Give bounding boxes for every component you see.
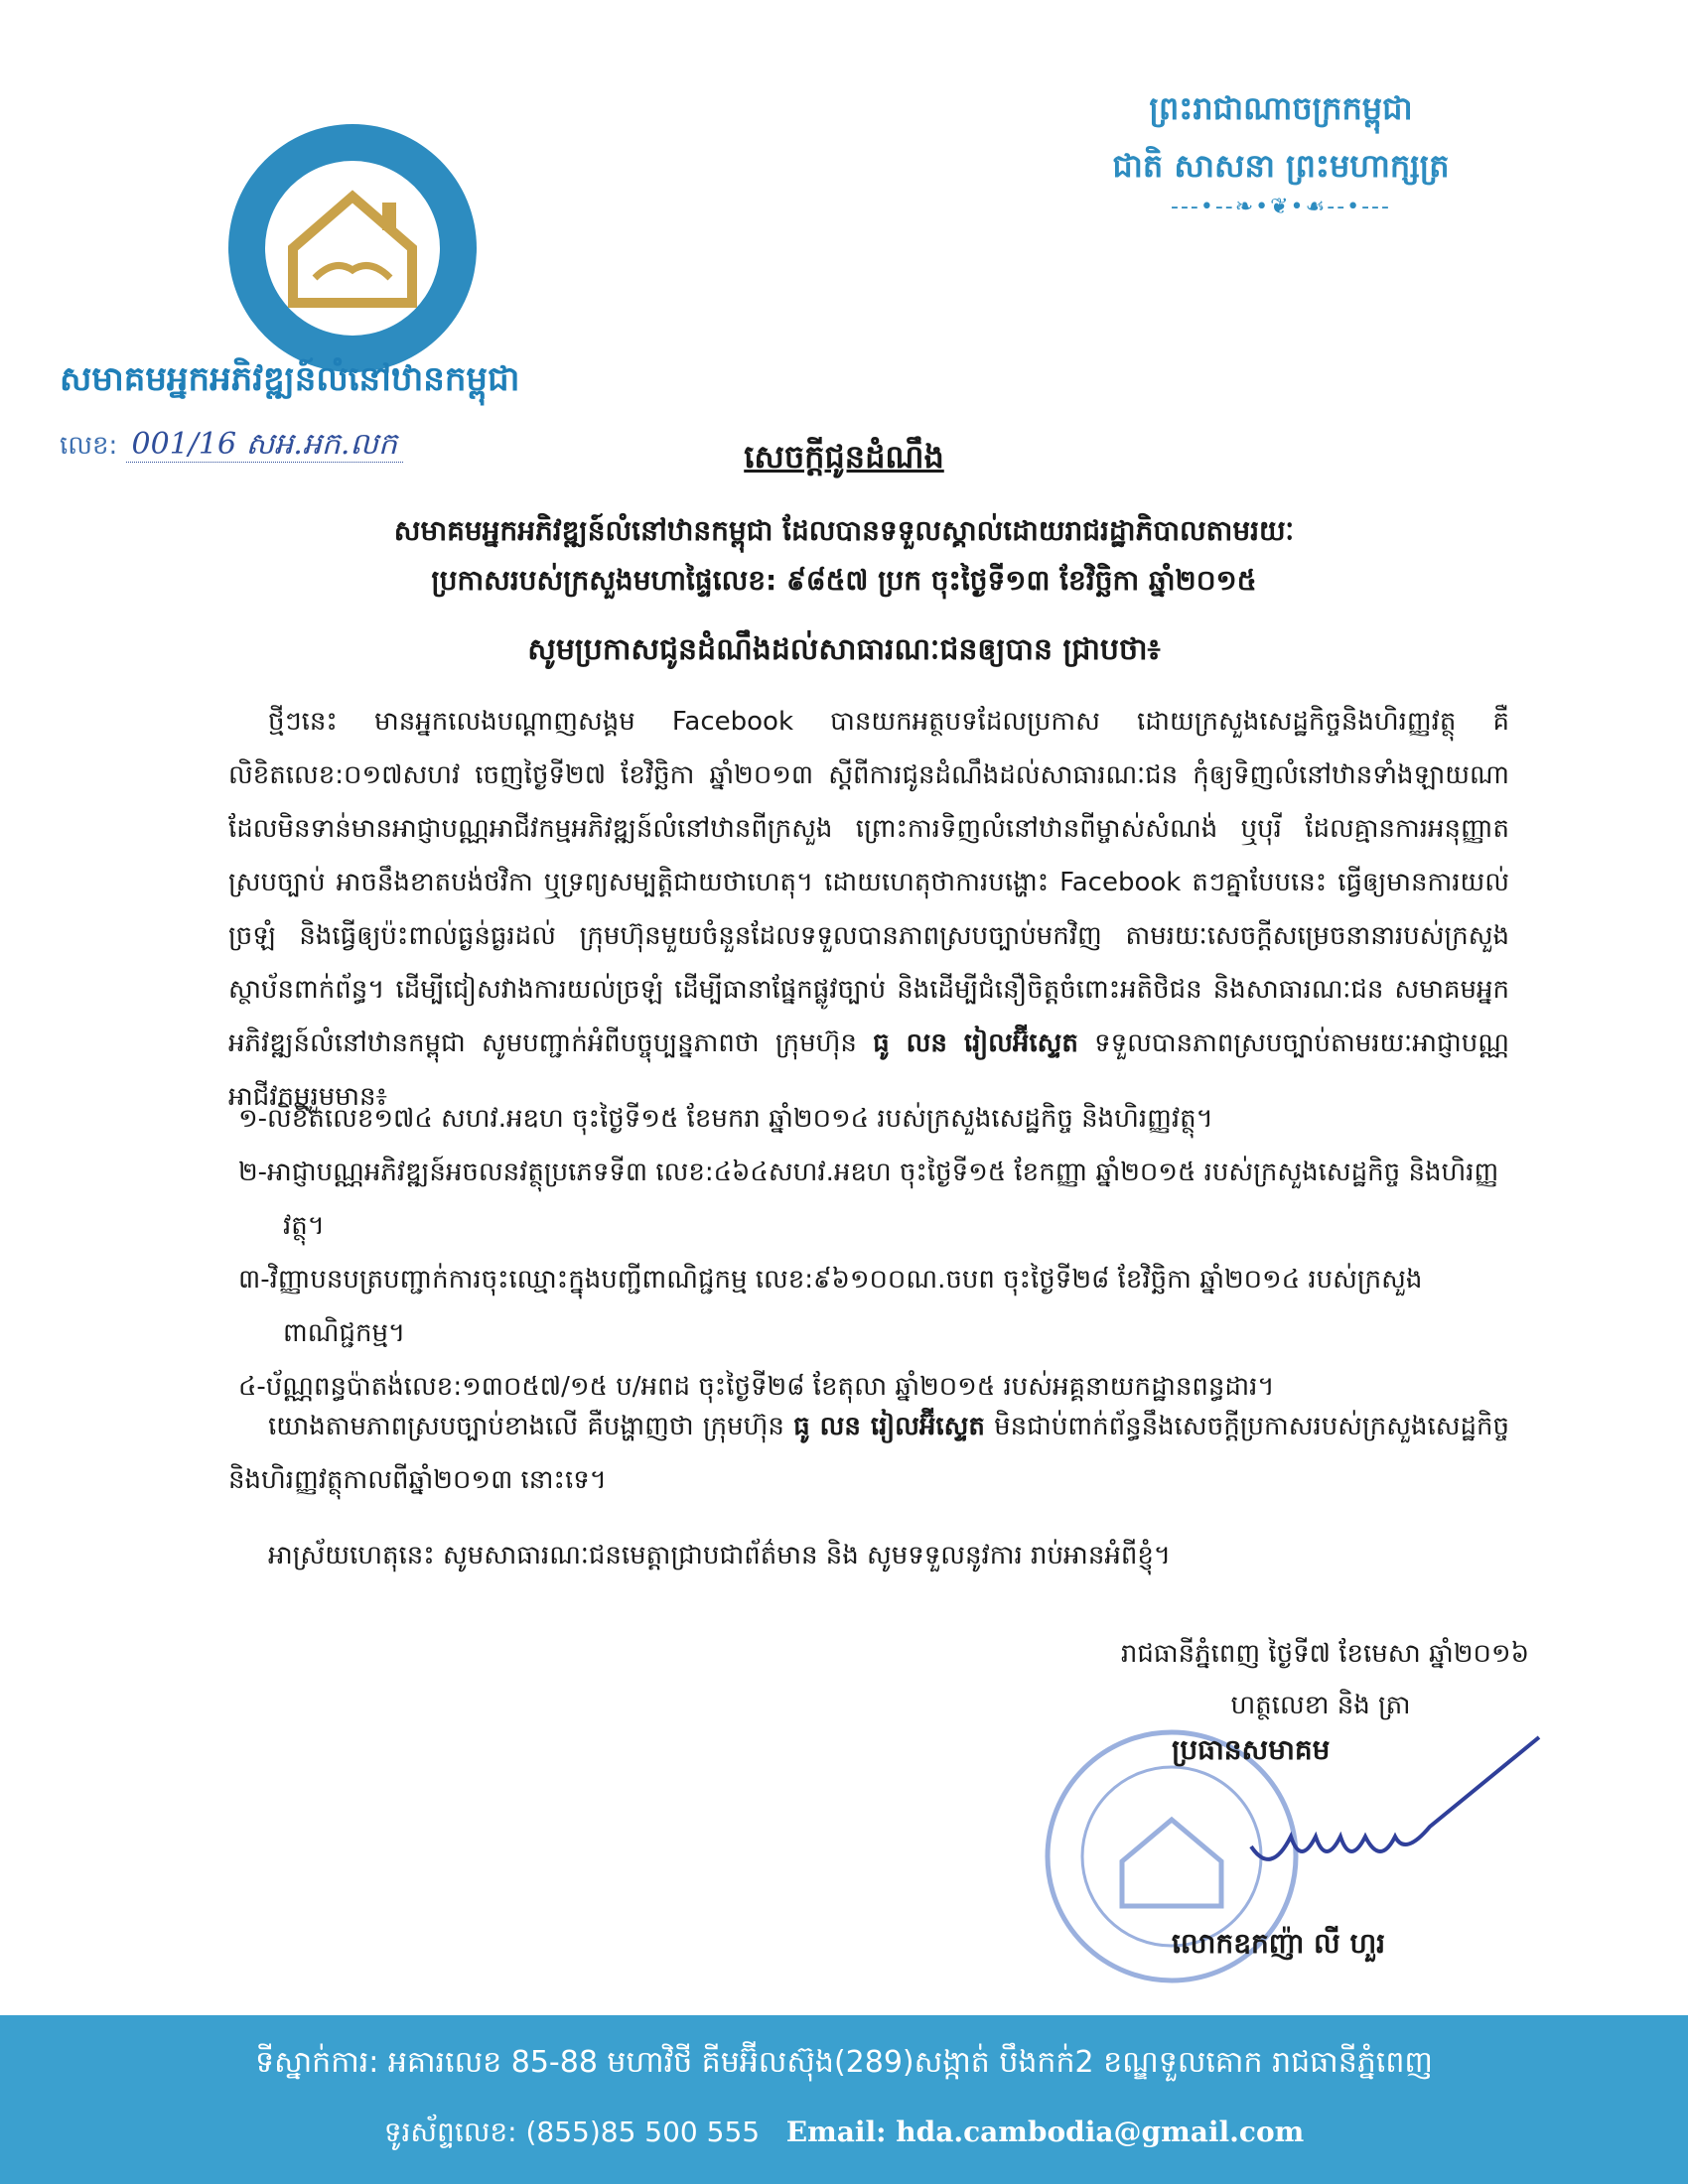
list-item: ១-លិខិតលេខ១៧៤ សហវ.អឧហ ចុះថ្ងៃទី១៥ ខែមករា ឆ្នាំ២០១៤ របស់ក្រសួងសេដ្ឋកិច្ច និងហិរញ្ញវត្ថុ។ (238, 1104, 1213, 1134)
footer-bar (0, 2015, 1688, 2184)
national-motto: ជាតិ សាសនា ព្រះមហាក្សត្រ (1112, 147, 1450, 185)
place-date (993, 1628, 1529, 1731)
kingdom-heading (1033, 79, 1529, 195)
footer-address: ទីស្នាក់ការ: អគារលេខ 85-88 មហាវិថី គីមអ៊ីលស៊ុង(289)សង្កាត់ បឹងកក់2 ខណ្ឌទួលគោក រាជធានីភ្នំពេញ (255, 2045, 1433, 2080)
position-title: ប្រធានសមាគម (1172, 1733, 1331, 1766)
list-item: ៣-វិញ្ញាបនបត្របញ្ជាក់ការចុះឈ្មោះក្នុងបញ្ជីពាណិជ្ជកម្ម លេខ:៩៦១០០ណ.ចបព ចុះថ្ងៃទី២៨ ខែវិច្ឆិកា ឆ្នាំ២០១៤ របស់ក្រសួងពាណិជ្ជកម្ម។ (238, 1265, 1423, 1348)
company-name: ធូ លន រៀលអ៊ីស្ទេត (793, 1412, 985, 1441)
footer-phone: ទូរស័ព្ទលេខ: (855)85 500 555 (383, 2116, 761, 2148)
document-subtitle (159, 506, 1529, 606)
list-item: ២-អាជ្ញាបណ្ណអភិវឌ្ឍន៍អចលនវត្ថុប្រភេទទី៣ លេខ:៤៦៤សហវ.អឧហ ចុះថ្ងៃទី១៥ ខែកញ្ញា ឆ្នាំ២០១៥ របស់ក្រសួងសេដ្ឋកិច្ច និងហិរញ្ញវត្ថុ។ (238, 1158, 1499, 1241)
signature (1231, 1727, 1549, 1906)
ref-label: លេខ: (60, 431, 118, 461)
ornament-divider: ---•--❧•❦•☙--•--- (1171, 195, 1391, 219)
paragraph-2-text: យោងតាមភាពស្របច្បាប់ខាងលើ គឺបង្ហាញថា ក្រុមហ៊ុន (268, 1412, 784, 1441)
association-logo (223, 119, 482, 377)
paragraph-2-end: មិនជាប់ពាក់ព័ន្ធនឹងសេចក្តីប្រកាសរបស់ក្រសួងសេដ្ឋកិច្ច និងហិរញ្ញវត្ថុកាលពីឆ្នាំ២០១៣ នោះទេ។ (228, 1412, 1509, 1495)
ref-value: 001/16 សអ.អក.លក (126, 427, 403, 463)
paragraph-2 (228, 1400, 1509, 1507)
paragraph-3: អាស្រ័យហេតុនេះ សូមសាធារណៈជនមេត្តាជ្រាបជាព័ត៌មាន និង សូមទទួលនូវការ រាប់អានអំពីខ្ញុំ។ (268, 1541, 1171, 1570)
document-title: សេចក្តីជូនដំណឹង (744, 438, 944, 476)
sign-label: ហត្ថលេខា និង ត្រា (1230, 1691, 1411, 1720)
company-name: ធូ លន រៀលអ៊ីស្ទេត (873, 1028, 1078, 1058)
license-list (238, 1092, 1519, 1414)
subtitle-line-1: សមាគមអ្នកអភិវឌ្ឍន៍លំនៅឋានកម្ពុជា ដែលបានទទួលស្គាល់ដោយរាជរដ្ឋាភិបាលតាមរយៈ (393, 514, 1295, 547)
organization-name: សមាគមអ្នកអភិវឌ្ឍន៍លំនៅឋានកម្ពុជា (60, 359, 520, 399)
paragraph-1-text: ថ្មីៗនេះ មានអ្នកលេងបណ្តាញសង្គម Facebook បានយកអត្ថបទដែលប្រកាស ដោយក្រសួងសេដ្ឋកិច្ចនិងហិរញ្ញវត្ថុ គឺលិខិតលេខ:០១៧សហវ ចេញថ្ងៃទី២៧ ខែវិច្ឆិកា ឆ្នាំ២០១៣ ស្តីពីការជូនដំណឹងដល់សាធារណៈជន កុំឲ្យទិញលំនៅឋានទាំងឡាយណា ដែលមិនទាន់មានអាជ្ញាបណ្ណអាជីវកម្មអភិវឌ្ឍន៍លំនៅឋានពីក្រសួង ព្រោះការទិញលំនៅឋានពីម្ចាស់សំណង់ ឬបុរី ដែលគ្មានការអនុញ្ញាតស្របច្បាប់ អាចនឹងខាតបង់ថវិកា ឬទ្រព្យសម្បត្តិជាយថាហេតុ។ ដោយហេតុថាការបង្ហោះ Facebook តៗគ្នាបែបនេះ ធ្វើឲ្យមានការយល់ច្រឡំ និងធ្វើឲ្យប៉ះពាល់ធ្ងន់ធ្ងរដល់ ក្រុមហ៊ុនមួយចំនួនដែលទទួលបានភាពស្របច្បាប់មកវិញ តាមរយៈសេចក្តីសម្រេចនានារបស់ក្រសួងស្ថាប័នពាក់ព័ន្ធ។ ដើម្បីជៀសវាងការយល់ច្រឡំ ដើម្បីធានាផ្នែកផ្លូវច្បាប់ និងដើម្បីជំនឿចិត្តចំពោះអតិថិជន និងសាធារណៈជន សមាគមអ្នកអភិវឌ្ឍន៍លំនៅឋានកម្ពុជា សូមបញ្ជាក់អំពីបច្ចុប្បន្នភាពថា ក្រុមហ៊ុន (228, 707, 1509, 1058)
footer-contact (0, 2115, 1688, 2155)
paragraph-1-end: ទទួលបានភាពស្របច្បាប់តាមរយៈអាជ្ញាបណ្ណអាជីវកម្មរួមមាន៖ (228, 1028, 1509, 1112)
signer-name: លោកឧកញ៉ា លី ហួរ (1172, 1927, 1386, 1960)
kingdom-name: ព្រះរាជាណាចក្រកម្ពុជា (1149, 89, 1413, 127)
list-item: ៤-ប័ណ្ណពន្ធប៉ាតង់លេខ:១៣០៥៧/១៥ ប/អពដ ចុះថ្ងៃទី២៨ ខែតុលា ឆ្នាំ២០១៥ របស់អគ្គនាយកដ្ឋានពន្ធដារ។ (238, 1372, 1275, 1402)
footer-email[interactable]: Email: hda.cambodia@gmail.com (785, 2116, 1305, 2148)
date-line: រាជធានីភ្នំពេញ ថ្ងៃទី៧ ខែមេសា ឆ្នាំ២០១៦ (1120, 1639, 1529, 1669)
paragraph-1 (228, 695, 1509, 1124)
notice-line: សូមប្រកាសជូនដំណឹងដល់សាធារណៈជនឲ្យបាន ជ្រាបថា៖ (527, 632, 1161, 667)
subtitle-line-2: ប្រកាសរបស់ក្រសួងមហាផ្ទៃលេខ: ៩៨៥៧ ប្រក ចុះថ្ងៃទី១៣ ខែវិច្ឆិកា ឆ្នាំ២០១៥ (431, 564, 1257, 597)
